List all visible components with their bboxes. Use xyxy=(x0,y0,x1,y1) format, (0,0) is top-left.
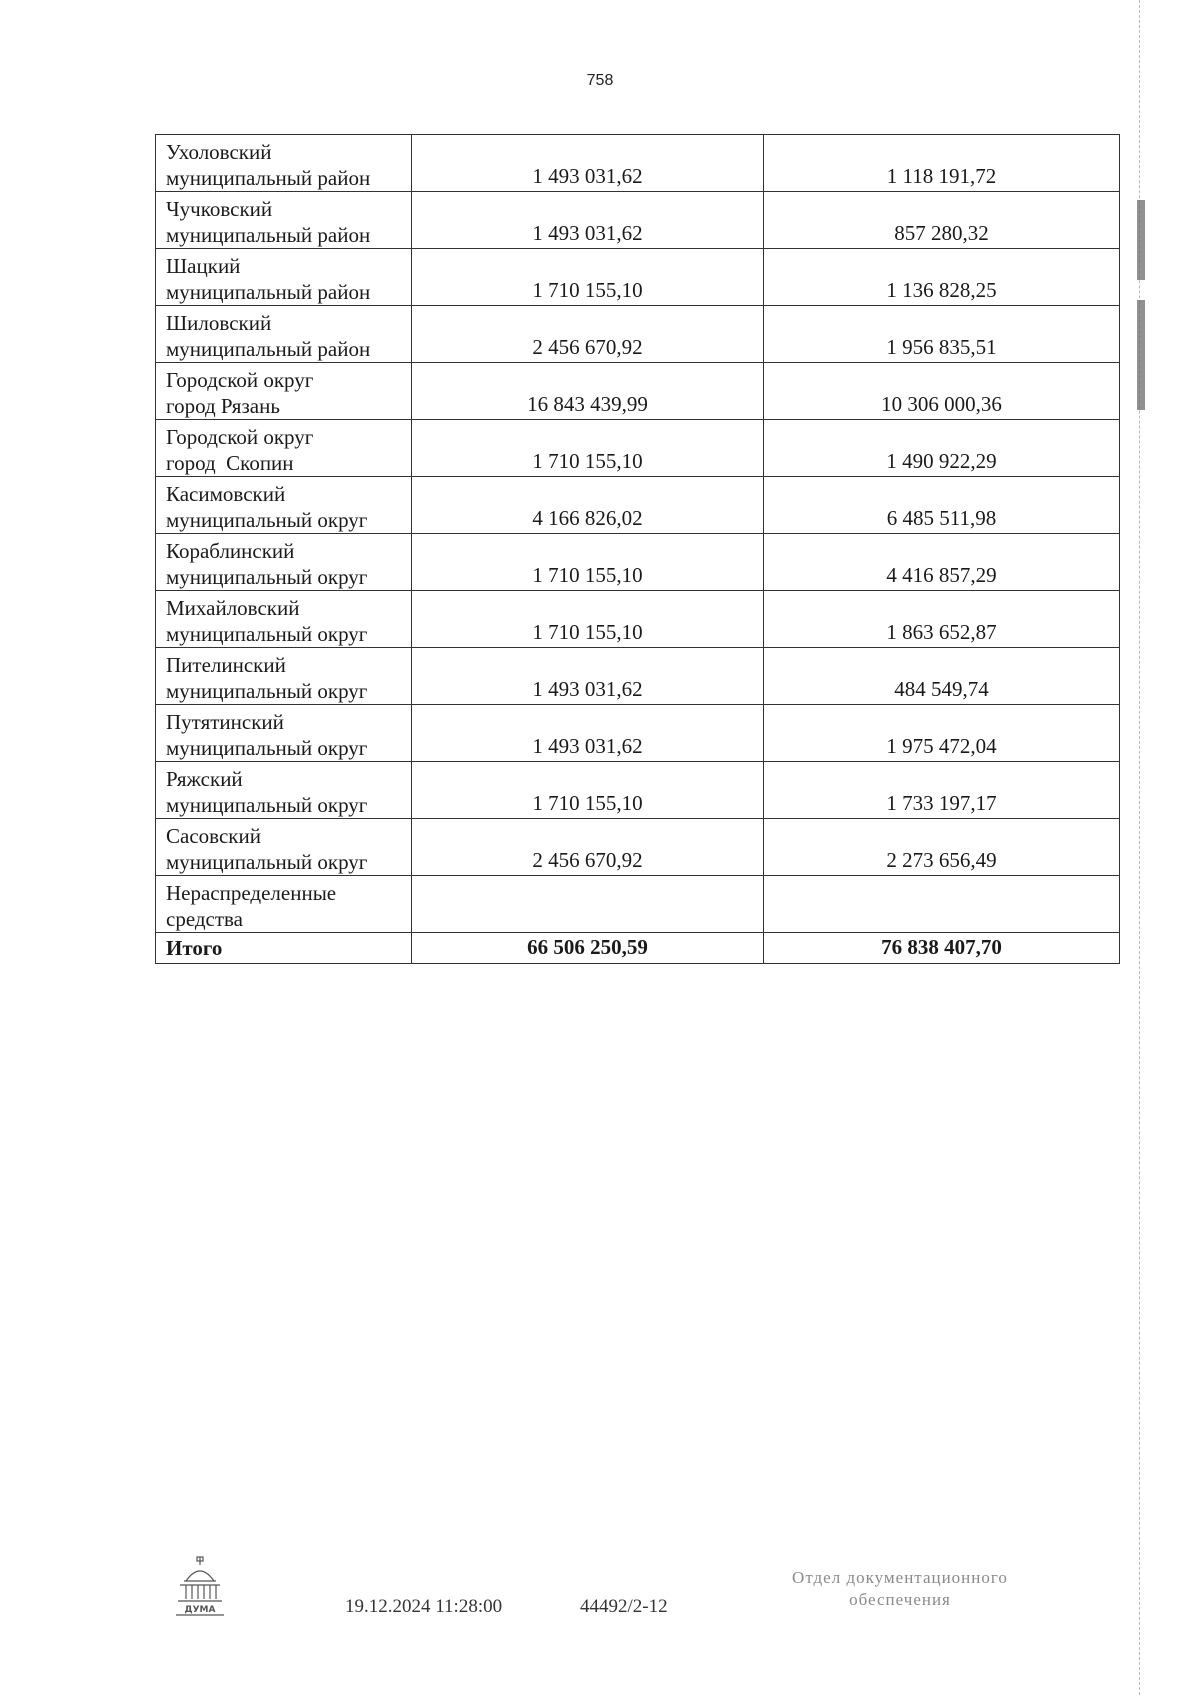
amount-cell-1: 1 493 031,62 xyxy=(412,705,764,762)
registration-datetime: 19.12.2024 11:28:00 xyxy=(345,1596,503,1617)
office-stamp-line2: обеспечения xyxy=(849,1590,951,1609)
amount-cell-1: 16 843 439,99 xyxy=(412,363,764,420)
table-row xyxy=(156,876,1120,933)
territory-name-line2: муниципальный округ xyxy=(166,679,368,703)
amount-cell-2: 484 549,74 xyxy=(764,648,1120,705)
amount-cell-2: 1 136 828,25 xyxy=(764,249,1120,306)
territory-name-line2: муниципальный район xyxy=(166,337,371,361)
territory-name-cell xyxy=(156,420,412,477)
amount-cell-2: 4 416 857,29 xyxy=(764,534,1120,591)
amount-cell-2: 1 490 922,29 xyxy=(764,420,1120,477)
amount-cell-1: 1 710 155,10 xyxy=(412,591,764,648)
amount-cell-2: 857 280,32 xyxy=(764,192,1120,249)
amount-cell-1: 1 710 155,10 xyxy=(412,249,764,306)
territory-name-line2: муниципальный округ xyxy=(166,736,368,760)
territory-name-line1: Ряжский xyxy=(166,767,243,791)
territory-name-line2: средства xyxy=(166,907,244,931)
territory-name-line2: муниципальный район xyxy=(166,166,371,190)
total-label-cell: Итого xyxy=(156,933,412,964)
territory-name-line2: город Рязань xyxy=(166,394,280,418)
territory-name-cell xyxy=(156,762,412,819)
territory-name-line2: муниципальный округ xyxy=(166,622,368,646)
amount-cell-1 xyxy=(412,876,764,933)
table-row xyxy=(156,477,1120,534)
territory-name-cell xyxy=(156,705,412,762)
office-stamp-line1: Отдел документационного xyxy=(792,1568,1008,1587)
territory-name-line1: Путятинский xyxy=(166,710,284,734)
table-row xyxy=(156,363,1120,420)
amount-cell-1: 1 493 031,62 xyxy=(412,648,764,705)
territory-name-line1: Касимовский xyxy=(166,482,286,506)
territory-name-line1: Городской округ xyxy=(166,368,314,392)
total-row xyxy=(156,933,1120,964)
amount-cell-1: 1 493 031,62 xyxy=(412,192,764,249)
table-row xyxy=(156,762,1120,819)
amount-cell-1: 1 493 031,62 xyxy=(412,135,764,192)
territory-name-line1: Шиловский xyxy=(166,311,272,335)
page-number: 758 xyxy=(586,72,614,89)
scan-edge-mark xyxy=(1137,300,1145,410)
territory-name-line2: муниципальный район xyxy=(166,280,371,304)
duma-logo-icon xyxy=(172,1555,228,1619)
table-row xyxy=(156,819,1120,876)
amount-cell-1: 1 710 155,10 xyxy=(412,762,764,819)
scan-edge-mark xyxy=(1137,200,1145,280)
table-row xyxy=(156,192,1120,249)
territory-name-line1: Ухоловский xyxy=(166,140,272,164)
territory-name-cell xyxy=(156,876,412,933)
document-footer xyxy=(0,1555,1200,1655)
table-row xyxy=(156,135,1120,192)
territory-name-cell xyxy=(156,135,412,192)
amount-cell-1: 4 166 826,02 xyxy=(412,477,764,534)
amount-cell-2: 6 485 511,98 xyxy=(764,477,1120,534)
table-row xyxy=(156,705,1120,762)
total-amount-cell-1: 66 506 250,59 xyxy=(412,933,764,964)
territory-name-line1: Михайловский xyxy=(166,596,300,620)
territory-name-cell xyxy=(156,477,412,534)
territory-name-cell xyxy=(156,534,412,591)
table-row xyxy=(156,591,1120,648)
territory-name-line1: Кораблинский xyxy=(166,539,295,563)
amount-cell-1: 2 456 670,92 xyxy=(412,306,764,363)
territory-name-line2: муниципальный округ xyxy=(166,508,368,532)
territory-name-cell xyxy=(156,648,412,705)
total-amount-cell-2: 76 838 407,70 xyxy=(764,933,1120,964)
territory-name-cell xyxy=(156,192,412,249)
amount-cell-1: 2 456 670,92 xyxy=(412,819,764,876)
amount-cell-2: 1 956 835,51 xyxy=(764,306,1120,363)
territory-name-line1: Сасовский xyxy=(166,824,261,848)
amount-cell-2: 1 118 191,72 xyxy=(764,135,1120,192)
territory-name-line2: муниципальный округ xyxy=(166,565,368,589)
territory-name-line1: Городской округ xyxy=(166,425,314,449)
territory-name-line2: муниципальный округ xyxy=(166,850,368,874)
amount-cell-2: 1 975 472,04 xyxy=(764,705,1120,762)
territory-name-line2: муниципальный район xyxy=(166,223,371,247)
territory-name-line1: Чучковский xyxy=(166,197,273,221)
amount-cell-2 xyxy=(764,876,1120,933)
territory-name-line2: муниципальный округ xyxy=(166,793,368,817)
funds-table xyxy=(155,134,1120,964)
table-row xyxy=(156,249,1120,306)
registration-number: 44492/2-12 xyxy=(580,1596,668,1617)
table-row xyxy=(156,648,1120,705)
territory-name-cell xyxy=(156,249,412,306)
amount-cell-1: 1 710 155,10 xyxy=(412,534,764,591)
amount-cell-1: 1 710 155,10 xyxy=(412,420,764,477)
office-stamp xyxy=(755,1567,1045,1611)
table-row xyxy=(156,420,1120,477)
territory-name-cell xyxy=(156,819,412,876)
table-row xyxy=(156,534,1120,591)
territory-name-line1: Пителинский xyxy=(166,653,286,677)
amount-cell-2: 1 863 652,87 xyxy=(764,591,1120,648)
territory-name-line2: город Скопин xyxy=(166,451,294,475)
amount-cell-2: 10 306 000,36 xyxy=(764,363,1120,420)
duma-logo-text: ДУМА xyxy=(184,1605,216,1615)
territory-name-line1: Нераспределенные xyxy=(166,881,337,905)
territory-name-cell xyxy=(156,591,412,648)
amount-cell-2: 2 273 656,49 xyxy=(764,819,1120,876)
territory-name-line1: Шацкий xyxy=(166,254,241,278)
table-row xyxy=(156,306,1120,363)
amount-cell-2: 1 733 197,17 xyxy=(764,762,1120,819)
territory-name-cell xyxy=(156,306,412,363)
territory-name-cell xyxy=(156,363,412,420)
